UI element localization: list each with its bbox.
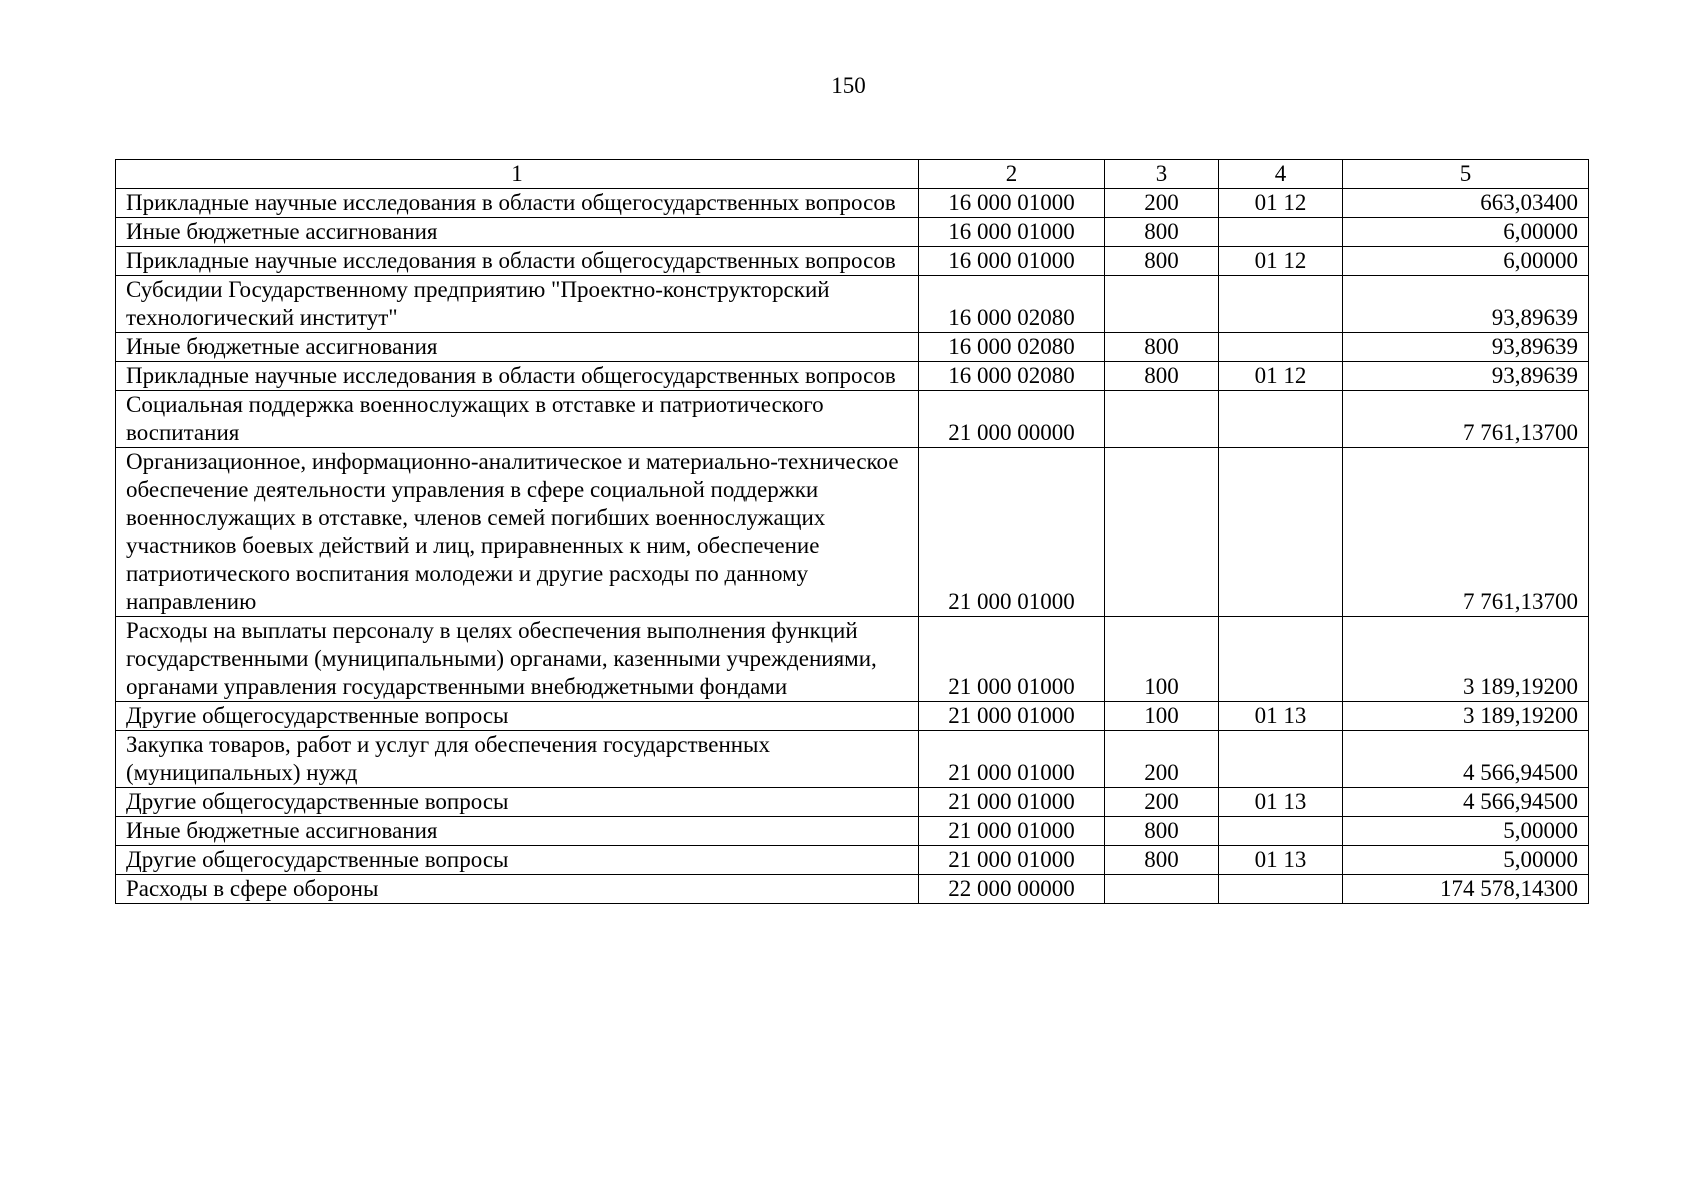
table-row xyxy=(116,218,1589,247)
row-amount-cell: 663,03400 xyxy=(1343,189,1589,218)
row-name-cell: Иные бюджетные ассигнования xyxy=(116,817,919,846)
table-row xyxy=(116,731,1589,788)
row-amount-cell: 7 761,13700 xyxy=(1343,391,1589,448)
row-section-cell: 01 12 xyxy=(1219,189,1343,218)
row-section-cell xyxy=(1219,391,1343,448)
table-row xyxy=(116,817,1589,846)
row-expense-type-cell xyxy=(1105,448,1219,617)
budget-table xyxy=(115,159,1589,904)
row-expense-type-cell xyxy=(1105,391,1219,448)
row-name-cell: Прикладные научные исследования в области общегосударственных вопросов xyxy=(116,247,919,276)
row-section-cell xyxy=(1219,817,1343,846)
row-name-cell: Иные бюджетные ассигнования xyxy=(116,333,919,362)
row-code-cell: 21 000 01000 xyxy=(919,617,1105,702)
row-amount-cell: 5,00000 xyxy=(1343,817,1589,846)
table-row xyxy=(116,247,1589,276)
row-name-cell: Закупка товаров, работ и услуг для обеспечения государственных (муниципальных) нужд xyxy=(116,731,919,788)
row-amount-cell: 3 189,19200 xyxy=(1343,617,1589,702)
row-expense-type-cell: 200 xyxy=(1105,788,1219,817)
row-amount-cell: 174 578,14300 xyxy=(1343,875,1589,904)
row-name-cell: Иные бюджетные ассигнования xyxy=(116,218,919,247)
row-expense-type-cell: 800 xyxy=(1105,362,1219,391)
row-code-cell: 16 000 02080 xyxy=(919,333,1105,362)
row-name-cell: Социальная поддержка военнослужащих в отставке и патриотического воспитания xyxy=(116,391,919,448)
row-expense-type-cell: 100 xyxy=(1105,617,1219,702)
table-row xyxy=(116,333,1589,362)
page-number: 150 xyxy=(831,73,866,98)
row-amount-cell: 6,00000 xyxy=(1343,218,1589,247)
column-header-2: 2 xyxy=(919,160,1105,189)
row-code-cell: 16 000 01000 xyxy=(919,218,1105,247)
row-code-cell: 21 000 01000 xyxy=(919,702,1105,731)
table-row xyxy=(116,788,1589,817)
row-expense-type-cell: 200 xyxy=(1105,189,1219,218)
table-row xyxy=(116,702,1589,731)
row-section-cell: 01 12 xyxy=(1219,247,1343,276)
table-row xyxy=(116,448,1589,617)
row-amount-cell: 5,00000 xyxy=(1343,846,1589,875)
row-amount-cell: 93,89639 xyxy=(1343,276,1589,333)
row-section-cell xyxy=(1219,875,1343,904)
row-name-cell: Другие общегосударственные вопросы xyxy=(116,702,919,731)
row-amount-cell: 4 566,94500 xyxy=(1343,788,1589,817)
table-row xyxy=(116,189,1589,218)
row-name-cell: Организационное, информационно-аналитическое и материально-техническое обеспечение деятельности управления в сфере социальной поддержки военнослужащих в отставке, членов семей погибших военнослужащих участников боевых действий и лиц, приравненных к ним, обеспечение патриотического воспитания молодежи и другие расходы по данному направлению xyxy=(116,448,919,617)
row-section-cell: 01 13 xyxy=(1219,788,1343,817)
row-amount-cell: 7 761,13700 xyxy=(1343,448,1589,617)
row-name-cell: Субсидии Государственному предприятию "Проектно-конструкторский технологический институт" xyxy=(116,276,919,333)
row-amount-cell: 93,89639 xyxy=(1343,333,1589,362)
row-section-cell xyxy=(1219,218,1343,247)
row-expense-type-cell: 200 xyxy=(1105,731,1219,788)
row-section-cell: 01 13 xyxy=(1219,846,1343,875)
row-section-cell: 01 12 xyxy=(1219,362,1343,391)
row-section-cell: 01 13 xyxy=(1219,702,1343,731)
row-code-cell: 21 000 01000 xyxy=(919,788,1105,817)
row-amount-cell: 6,00000 xyxy=(1343,247,1589,276)
row-name-cell: Расходы на выплаты персоналу в целях обеспечения выполнения функций государственными (муниципальными) органами, казенными учреждениями, органами управления государственными внебюджетными фондами xyxy=(116,617,919,702)
column-header-4: 4 xyxy=(1219,160,1343,189)
row-expense-type-cell xyxy=(1105,875,1219,904)
table-body xyxy=(116,189,1589,904)
table-row xyxy=(116,391,1589,448)
row-name-cell: Другие общегосударственные вопросы xyxy=(116,846,919,875)
row-code-cell: 16 000 02080 xyxy=(919,276,1105,333)
table-row xyxy=(116,875,1589,904)
row-expense-type-cell: 800 xyxy=(1105,846,1219,875)
table-row xyxy=(116,276,1589,333)
row-expense-type-cell: 800 xyxy=(1105,218,1219,247)
row-section-cell xyxy=(1219,276,1343,333)
row-section-cell xyxy=(1219,731,1343,788)
table-row xyxy=(116,617,1589,702)
row-code-cell: 21 000 01000 xyxy=(919,731,1105,788)
column-header-1: 1 xyxy=(116,160,919,189)
row-expense-type-cell: 800 xyxy=(1105,817,1219,846)
row-code-cell: 16 000 01000 xyxy=(919,247,1105,276)
row-amount-cell: 93,89639 xyxy=(1343,362,1589,391)
column-header-3: 3 xyxy=(1105,160,1219,189)
row-expense-type-cell: 100 xyxy=(1105,702,1219,731)
column-header-5: 5 xyxy=(1343,160,1589,189)
row-name-cell: Прикладные научные исследования в области общегосударственных вопросов xyxy=(116,362,919,391)
row-section-cell xyxy=(1219,617,1343,702)
table-header xyxy=(116,160,1589,189)
row-code-cell: 16 000 02080 xyxy=(919,362,1105,391)
row-code-cell: 22 000 00000 xyxy=(919,875,1105,904)
row-name-cell: Прикладные научные исследования в области общегосударственных вопросов xyxy=(116,189,919,218)
row-code-cell: 21 000 01000 xyxy=(919,846,1105,875)
row-code-cell: 21 000 00000 xyxy=(919,391,1105,448)
row-expense-type-cell: 800 xyxy=(1105,247,1219,276)
table-row xyxy=(116,362,1589,391)
row-name-cell: Расходы в сфере обороны xyxy=(116,875,919,904)
row-expense-type-cell xyxy=(1105,276,1219,333)
row-amount-cell: 3 189,19200 xyxy=(1343,702,1589,731)
table-row xyxy=(116,846,1589,875)
row-code-cell: 16 000 01000 xyxy=(919,189,1105,218)
header-row xyxy=(116,160,1589,189)
row-section-cell xyxy=(1219,333,1343,362)
row-code-cell: 21 000 01000 xyxy=(919,448,1105,617)
row-amount-cell: 4 566,94500 xyxy=(1343,731,1589,788)
row-section-cell xyxy=(1219,448,1343,617)
row-code-cell: 21 000 01000 xyxy=(919,817,1105,846)
row-expense-type-cell: 800 xyxy=(1105,333,1219,362)
row-name-cell: Другие общегосударственные вопросы xyxy=(116,788,919,817)
